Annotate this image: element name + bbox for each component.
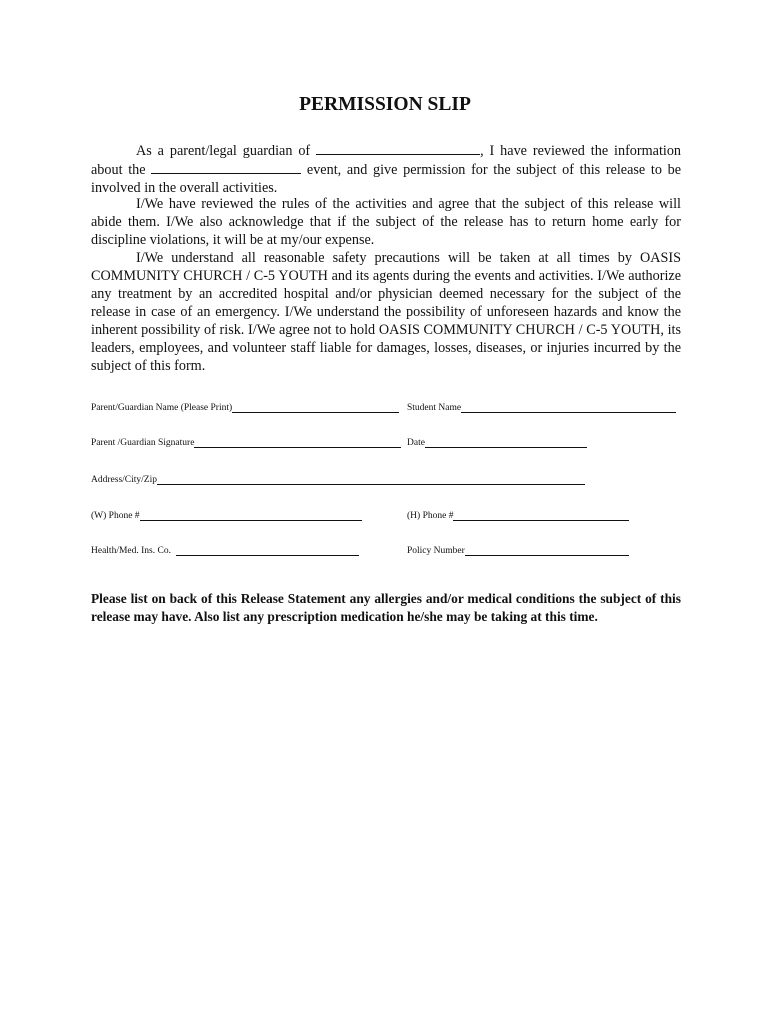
guardian-signature-field[interactable] bbox=[91, 437, 401, 448]
guardian-signature-line[interactable] bbox=[194, 437, 401, 448]
date-label: Date bbox=[407, 438, 425, 448]
guardian-name-label: Parent/Guardian Name (Please Print) bbox=[91, 403, 233, 413]
statement-text-end: event, and give permission for the subject of this release to be involved in the overall activities. bbox=[91, 162, 681, 196]
insurance-line[interactable] bbox=[176, 545, 359, 556]
home-phone-line[interactable] bbox=[453, 510, 629, 521]
insurance-field[interactable] bbox=[91, 545, 359, 556]
student-name-field[interactable] bbox=[407, 402, 676, 413]
event-name-blank[interactable] bbox=[151, 160, 301, 174]
date-field[interactable] bbox=[407, 437, 587, 448]
address-line[interactable] bbox=[157, 474, 585, 485]
policy-number-label: Policy Number bbox=[407, 546, 465, 556]
guardian-signature-label: Parent /Guardian Signature bbox=[91, 438, 195, 448]
student-name-label: Student Name bbox=[407, 403, 462, 413]
policy-number-line[interactable] bbox=[465, 545, 629, 556]
work-phone-line[interactable] bbox=[140, 510, 362, 521]
date-line[interactable] bbox=[425, 437, 587, 448]
allergies-note: Please list on back of this Release Statement any allergies and/or medical conditions the subject of this release may have. Also list any prescription medication he/she may be taking at this time. bbox=[91, 591, 681, 624]
statement-text-start: As a parent/legal guardian of bbox=[136, 143, 311, 159]
page-title: PERMISSION SLIP bbox=[299, 94, 471, 115]
home-phone-field[interactable] bbox=[407, 510, 629, 521]
work-phone-field[interactable] bbox=[91, 510, 362, 521]
address-label: Address/City/Zip bbox=[91, 475, 157, 485]
guardian-name-line[interactable] bbox=[232, 402, 399, 413]
guardian-name-field[interactable] bbox=[91, 402, 399, 413]
work-phone-label: (W) Phone # bbox=[91, 511, 140, 521]
statement-text-middle: , I have reviewed the information about the bbox=[91, 143, 682, 178]
rules-paragraph: I/We have reviewed the rules of the activities and agree that the subject of this release will abide them. I/We also acknowledge that if the subject of the release has to return home early for discipline violations, it will be at my/our expense. bbox=[91, 196, 681, 248]
address-field[interactable] bbox=[91, 474, 585, 485]
guardian-statement-paragraph bbox=[91, 141, 681, 197]
insurance-label: Health/Med. Ins. Co. bbox=[91, 546, 171, 556]
home-phone-label: (H) Phone # bbox=[407, 511, 454, 521]
policy-number-field[interactable] bbox=[407, 545, 629, 556]
student-name-line[interactable] bbox=[461, 402, 676, 413]
liability-paragraph: I/We understand all reasonable safety precautions will be taken at all times by OASIS COMMUNITY CHURCH / C-5 YOUTH and its agents during the events and activities. I/We authorize any treatment by an accredited hospital and/or physician deemed necessary for the subject of the release in case of an emergency. I/We understand the possibility of unforeseen hazards and know the inherent possibility of risk. I/We agree not to hold OASIS COMMUNITY CHURCH / C-5 YOUTH, its leaders, employees, and volunteer staff liable for damages, losses, diseases, or injuries incurred by the subject of this form. bbox=[91, 250, 681, 374]
minor-name-blank[interactable] bbox=[316, 141, 480, 155]
